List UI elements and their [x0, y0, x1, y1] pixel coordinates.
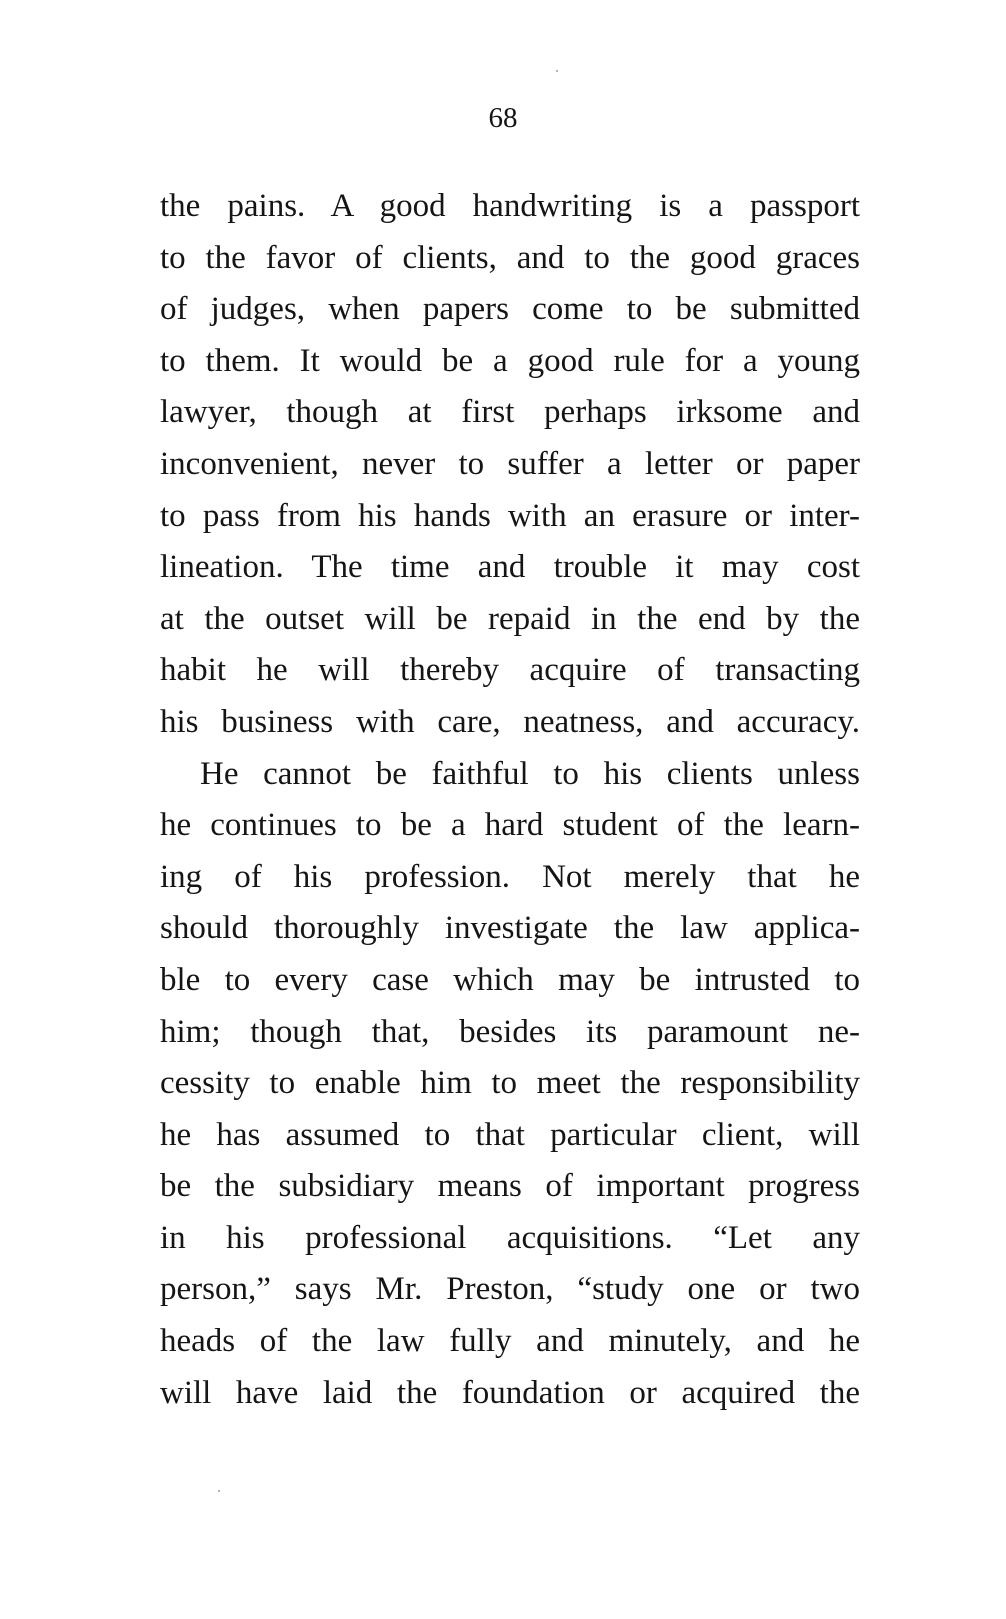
text-line: at the outset will be repaid in the end by the — [160, 600, 860, 637]
text-line: him; though that, besides its paramount ne- — [160, 1013, 860, 1050]
text-line: be the subsidiary means of important progress — [160, 1168, 860, 1205]
text-line: he has assumed to that particular client, will — [160, 1116, 860, 1153]
text-line: habit he will thereby acquire of transacting — [160, 652, 860, 689]
text-line: should thoroughly investigate the law applica- — [160, 910, 860, 947]
paper-speck — [218, 1490, 220, 1492]
text-line: heads of the law fully and minutely, and he — [160, 1323, 860, 1360]
paper-speck — [556, 70, 558, 72]
text-line: he continues to be a hard student of the learn- — [160, 807, 860, 844]
text-line: person,” says Mr. Preston, “study one or two — [160, 1271, 860, 1308]
text-line: lineation. The time and trouble it may cost — [160, 549, 860, 586]
text-line: to pass from his hands with an erasure or inter- — [160, 497, 860, 534]
text-line: ble to every case which may be intrusted to — [160, 961, 860, 998]
page-body-text — [160, 181, 860, 1419]
text-line: ing of his profession. Not merely that he — [160, 858, 860, 895]
text-line: lawyer, though at first perhaps irksome and — [160, 394, 860, 431]
text-line: his business with care, neatness, and accuracy. — [160, 703, 860, 740]
page-number: 68 — [488, 102, 518, 134]
text-line: to the favor of clients, and to the good graces — [160, 239, 860, 276]
text-line: inconvenient, never to suffer a letter or paper — [160, 445, 860, 482]
text-line: to them. It would be a good rule for a young — [160, 342, 860, 379]
text-line: cessity to enable him to meet the responsibility — [160, 1065, 860, 1102]
paragraph-first-line: He cannot be faithful to his clients unless — [200, 755, 860, 792]
text-line: the pains. A good handwriting is a passport — [160, 188, 860, 224]
text-line: in his professional acquisitions. “Let any — [160, 1219, 860, 1256]
text-line: of judges, when papers come to be submitted — [160, 291, 860, 328]
text-line: will have laid the foundation or acquired the — [160, 1374, 860, 1411]
